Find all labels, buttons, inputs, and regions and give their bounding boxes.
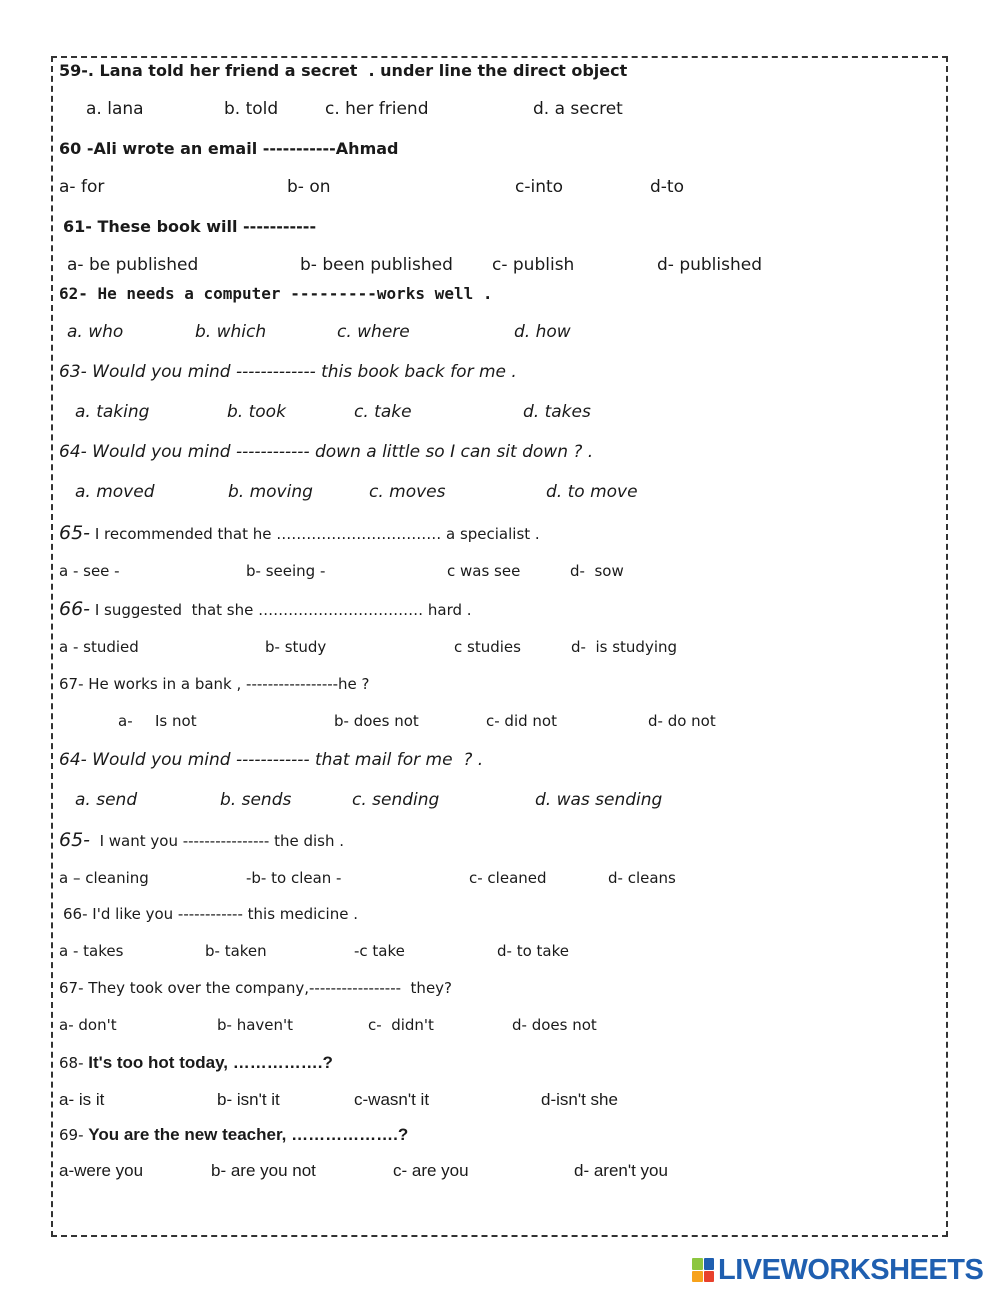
q67a-option-a[interactable]: Is not bbox=[155, 712, 197, 730]
question-59: 59-. Lana told her friend a secret . under line the direct object bbox=[59, 61, 628, 80]
q65b-option-a[interactable]: a – cleaning bbox=[59, 869, 149, 887]
question-62: 62- He needs a computer ---------works well . bbox=[59, 284, 493, 303]
q64b-option-b[interactable]: b. sends bbox=[220, 790, 292, 810]
liveworksheets-logo[interactable] bbox=[692, 1253, 984, 1286]
q66a-text: I suggested that she …………………………… hard . bbox=[90, 601, 472, 619]
logo-text: LIVEWORKSHEETS bbox=[718, 1253, 984, 1286]
q69-option-a[interactable]: a-were you bbox=[59, 1161, 144, 1180]
q60-option-a[interactable]: a- for bbox=[59, 177, 105, 197]
q65a-option-d[interactable]: d- sow bbox=[570, 562, 624, 580]
question-64-second: 64- Would you mind ------------ that mail for me ? . bbox=[59, 750, 484, 770]
q69-option-b[interactable]: b- are you not bbox=[211, 1161, 316, 1180]
q69-option-d[interactable]: d- aren't you bbox=[574, 1161, 668, 1180]
q68-option-d[interactable]: d-isn't she bbox=[541, 1090, 618, 1109]
q68-number: 68- bbox=[59, 1054, 89, 1072]
q66a-number: 66- bbox=[59, 598, 91, 620]
q66a-option-c[interactable]: c studies bbox=[454, 638, 521, 656]
q66b-option-d[interactable]: d- to take bbox=[497, 942, 569, 960]
q62-option-a[interactable]: a. who bbox=[67, 322, 124, 342]
q67a-option-b[interactable]: b- does not bbox=[334, 712, 419, 730]
q67a-option-d[interactable]: d- do not bbox=[648, 712, 716, 730]
q65b-text: I want you ---------------- the dish . bbox=[90, 832, 345, 850]
q60-option-c[interactable]: c-into bbox=[515, 177, 564, 197]
question-67-first: 67- He works in a bank , -----------------he ? bbox=[59, 675, 370, 693]
q63-option-a[interactable]: a. taking bbox=[75, 402, 150, 422]
q64a-option-c[interactable]: c. moves bbox=[369, 482, 446, 502]
q65a-text: I recommended that he …………………………… a specialist . bbox=[90, 525, 540, 543]
q60-option-b[interactable]: b- on bbox=[287, 177, 331, 197]
q67b-option-d[interactable]: d- does not bbox=[512, 1016, 597, 1034]
q67b-option-b[interactable]: b- haven't bbox=[217, 1016, 294, 1034]
q65b-option-c[interactable]: c- cleaned bbox=[469, 869, 547, 887]
q68-option-c[interactable]: c-wasn't it bbox=[354, 1090, 430, 1109]
question-66-second: 66- I'd like you ------------ this medicine . bbox=[63, 905, 358, 923]
q64b-option-c[interactable]: c. sending bbox=[352, 790, 440, 810]
q59-option-a[interactable]: a. lana bbox=[86, 99, 144, 119]
q67b-option-a[interactable]: a- don't bbox=[59, 1016, 117, 1034]
question-63: 63- Would you mind ------------- this book back for me . bbox=[59, 362, 517, 382]
q69-option-c[interactable]: c- are you bbox=[393, 1161, 469, 1180]
question-66-first bbox=[59, 600, 472, 619]
q66b-option-c[interactable]: -c take bbox=[354, 942, 405, 960]
q61-option-d[interactable]: d- published bbox=[657, 255, 763, 275]
question-67-second: 67- They took over the company,----------------- they? bbox=[59, 979, 453, 997]
q63-option-c[interactable]: c. take bbox=[354, 402, 412, 422]
q66b-option-a[interactable]: a - takes bbox=[59, 942, 124, 960]
question-64-first: 64- Would you mind ------------ down a little so I can sit down ? . bbox=[59, 442, 594, 462]
q65b-number: 65- bbox=[59, 829, 91, 851]
q61-option-c[interactable]: c- publish bbox=[492, 255, 575, 275]
q63-option-b[interactable]: b. took bbox=[227, 402, 286, 422]
q65a-option-b[interactable]: b- seeing - bbox=[246, 562, 326, 580]
q69-text: You are the new teacher, ……………….? bbox=[88, 1125, 409, 1144]
q61-option-a[interactable]: a- be published bbox=[67, 255, 199, 275]
q66a-option-b[interactable]: b- study bbox=[265, 638, 327, 656]
q64b-option-a[interactable]: a. send bbox=[75, 790, 138, 810]
liveworksheets-icon bbox=[692, 1258, 714, 1282]
q68-text: It's too hot today, …………….? bbox=[88, 1053, 333, 1072]
question-69 bbox=[59, 1126, 408, 1144]
q68-option-a[interactable]: a- is it bbox=[59, 1090, 105, 1109]
question-65-first bbox=[59, 524, 540, 543]
q61-option-b[interactable]: b- been published bbox=[300, 255, 453, 275]
q65a-number: 65- bbox=[59, 522, 91, 544]
q69-number: 69- bbox=[59, 1126, 89, 1144]
q64a-option-b[interactable]: b. moving bbox=[228, 482, 313, 502]
q67a-option-a-letter: a- bbox=[118, 712, 133, 730]
q68-option-b[interactable]: b- isn't it bbox=[217, 1090, 280, 1109]
question-65-second bbox=[59, 831, 344, 850]
q66a-option-a[interactable]: a - studied bbox=[59, 638, 139, 656]
q64b-option-d[interactable]: d. was sending bbox=[535, 790, 663, 810]
q67a-option-c[interactable]: c- did not bbox=[486, 712, 557, 730]
q59-option-d[interactable]: d. a secret bbox=[533, 99, 623, 119]
q65a-option-c[interactable]: c was see bbox=[447, 562, 521, 580]
question-60: 60 -Ali wrote an email -----------Ahmad bbox=[59, 139, 399, 158]
q59-option-b[interactable]: b. told bbox=[224, 99, 279, 119]
q66b-option-b[interactable]: b- taken bbox=[205, 942, 267, 960]
q65b-option-d[interactable]: d- cleans bbox=[608, 869, 676, 887]
q65b-option-b[interactable]: -b- to clean - bbox=[246, 869, 342, 887]
q65a-option-a[interactable]: a - see - bbox=[59, 562, 120, 580]
q63-option-d[interactable]: d. takes bbox=[523, 402, 591, 422]
q66a-option-d[interactable]: d- is studying bbox=[571, 638, 678, 656]
q67b-option-c[interactable]: c- didn't bbox=[368, 1016, 434, 1034]
question-61: 61- These book will ----------- bbox=[63, 217, 317, 236]
question-68 bbox=[59, 1054, 333, 1072]
q59-option-c[interactable]: c. her friend bbox=[325, 99, 429, 119]
q60-option-d[interactable]: d-to bbox=[650, 177, 684, 197]
q62-option-b[interactable]: b. which bbox=[195, 322, 267, 342]
q64a-option-a[interactable]: a. moved bbox=[75, 482, 155, 502]
q62-option-c[interactable]: c. where bbox=[337, 322, 410, 342]
q62-option-d[interactable]: d. how bbox=[514, 322, 571, 342]
q64a-option-d[interactable]: d. to move bbox=[546, 482, 638, 502]
